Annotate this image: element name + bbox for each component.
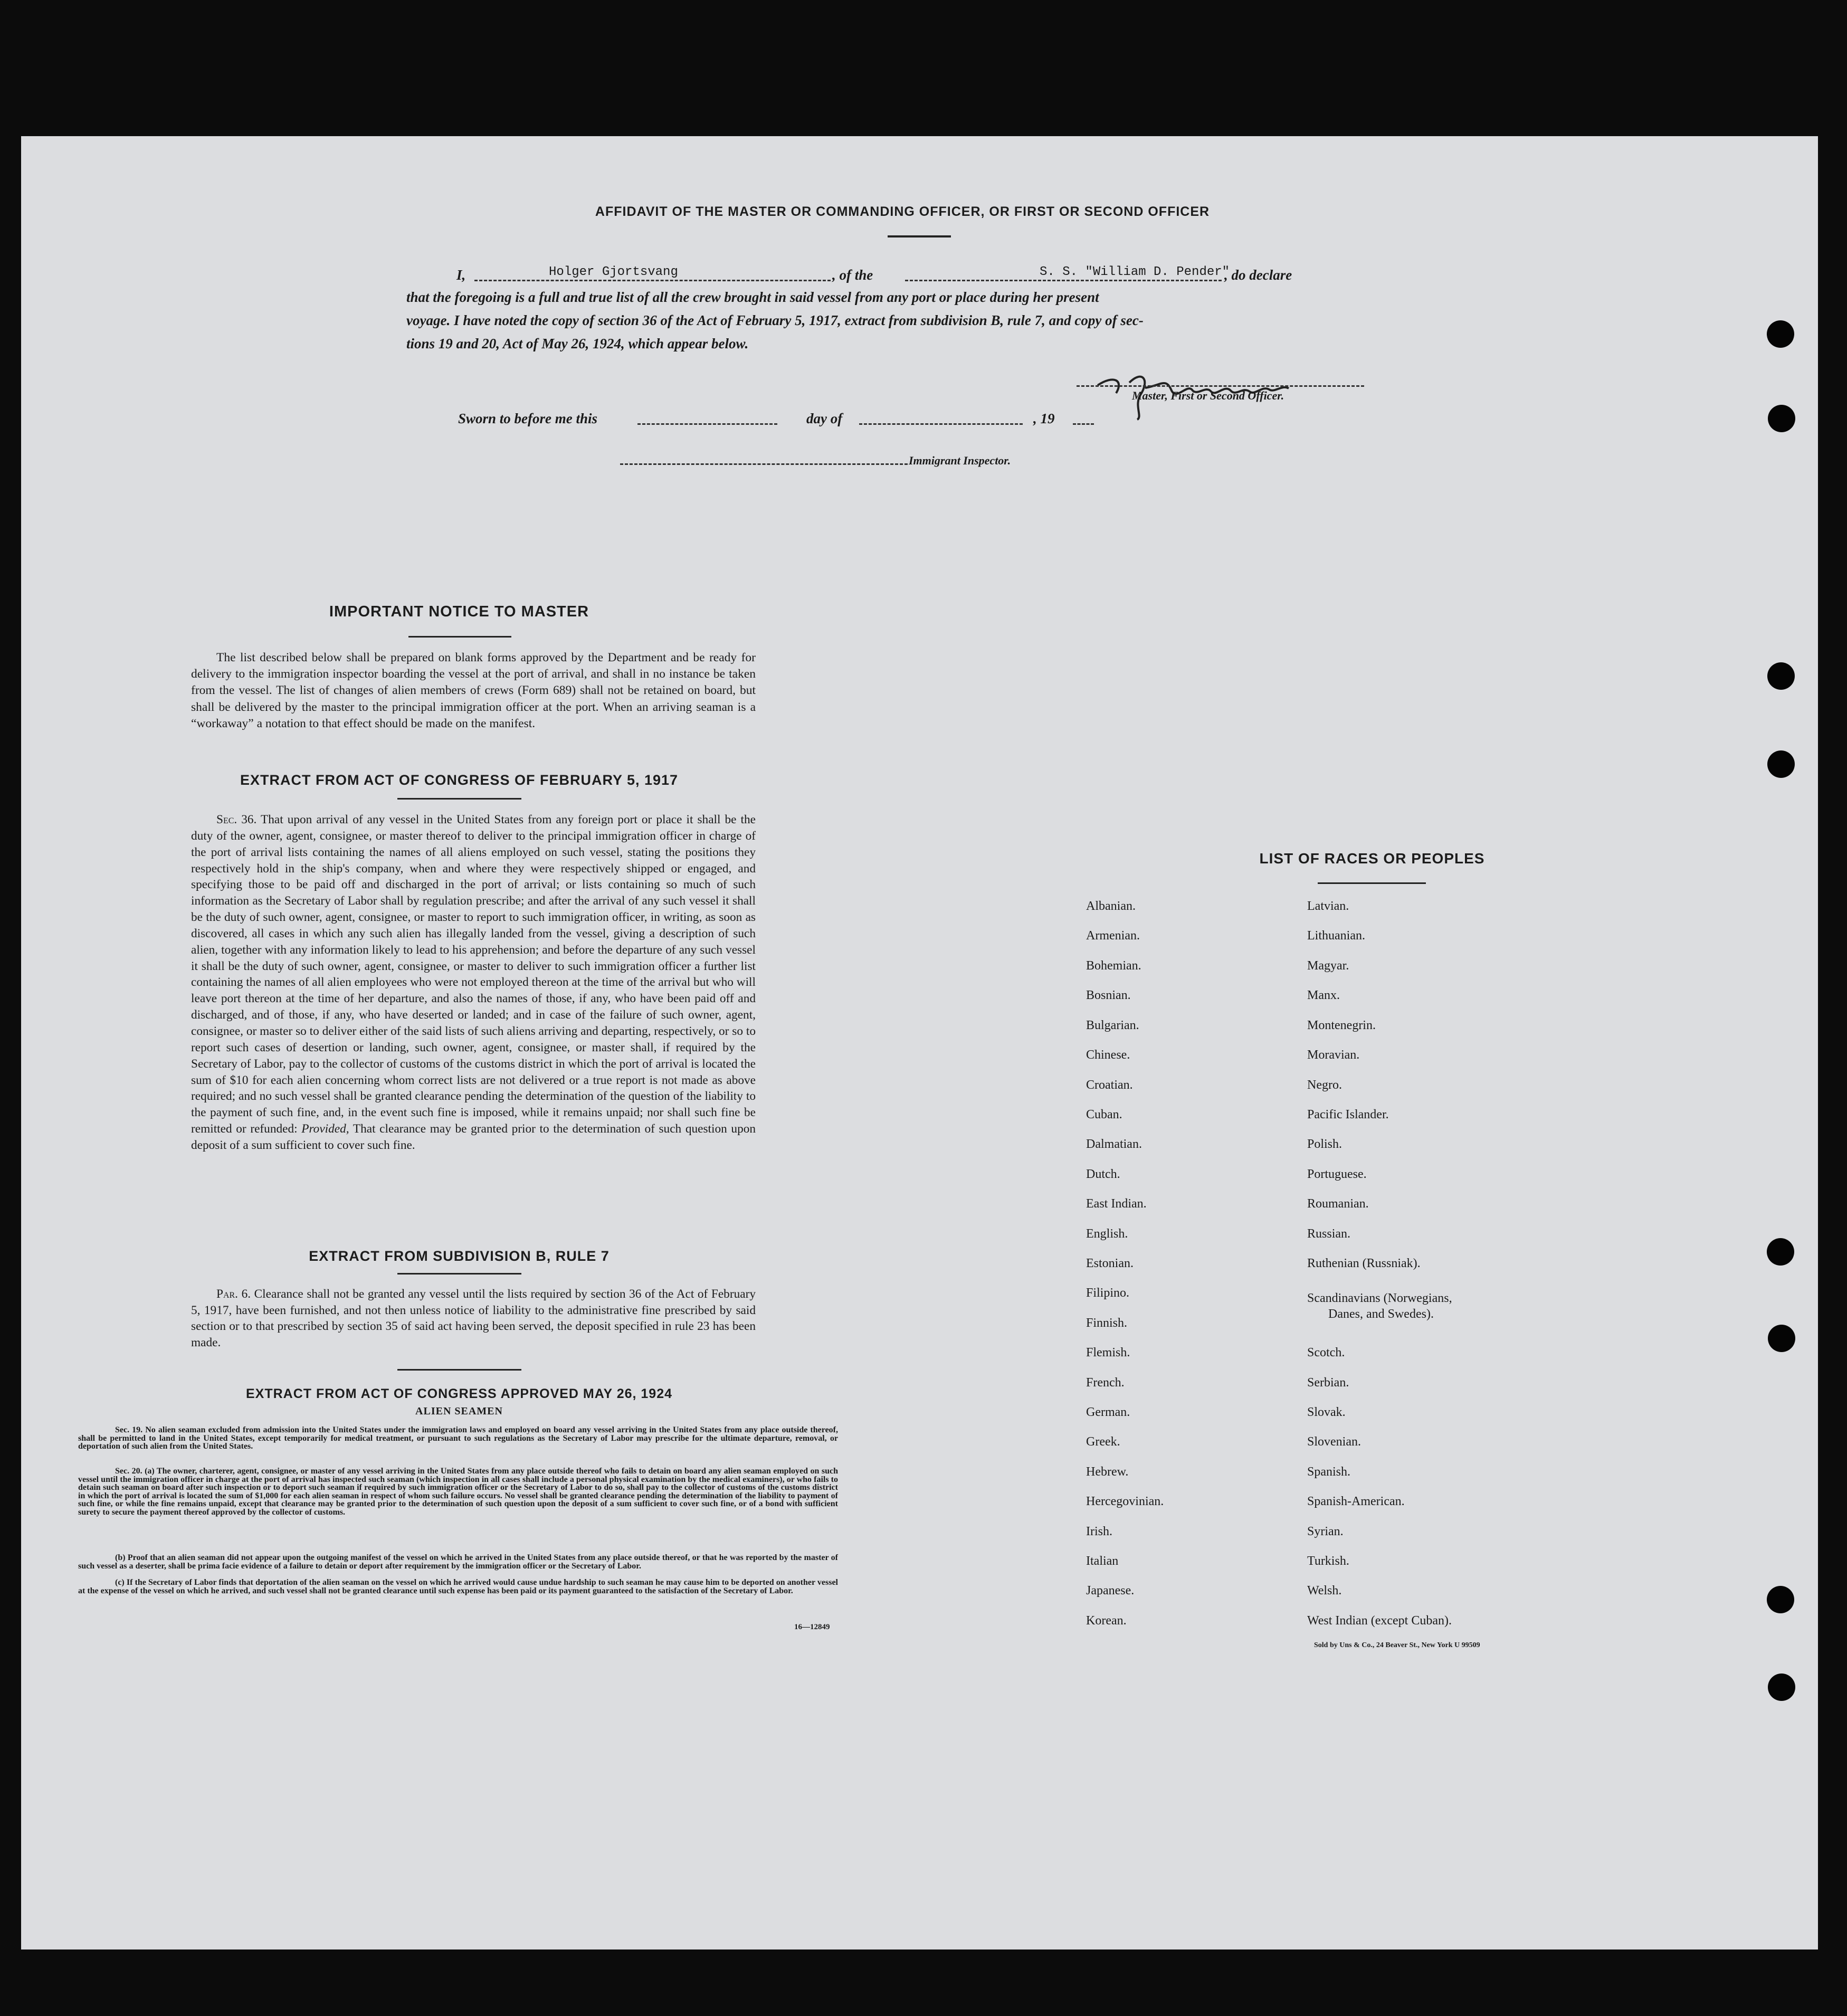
races-column-1 (1086, 898, 1297, 1637)
race-item: Bohemian. (1086, 959, 1141, 973)
signature-caption: Master, First or Second Officer. (1132, 389, 1284, 402)
master-name-line (474, 280, 831, 281)
race-item: Bulgarian. (1086, 1019, 1139, 1032)
race-item: Manx. (1307, 988, 1340, 1002)
affidavit-line2: that the foregoing is a full and true list of all the crew brought in said vessel from any port or place during her present (406, 289, 1099, 305)
punch-hole (1768, 1673, 1795, 1701)
divider (408, 636, 511, 638)
affidavit-line3: voyage. I have noted the copy of section 36 of the Act of February 5, 1917, extract from subdivision B, rule 7, and copy of sec- (406, 312, 1144, 328)
race-item: Ruthenian (Russniak). (1307, 1257, 1421, 1270)
notice-text: The list described below shall be prepared on blank forms approved by the Department and be ready for delivery to the immigration inspector boarding the vessel at the port of arrival, and shall in no instance be taken from the vessel. The list of changes of alien members of crews (Form 689) shall not be retained on board, but shall be delivered by the master to the principal immigration officer at the port. When an arriving seaman is a “workaway” a notation to that effect should be made on the manifest. (191, 651, 756, 730)
race-item: Italian (1086, 1554, 1119, 1568)
race-item: Korean. (1086, 1614, 1127, 1628)
section-36-text: That upon arrival of any vessel in the United States from any foreign port or place it shall be the duty of the owner, agent, consignee, or master thereof to deliver to the principal immigration officer in charge of the port of arrival lists containing the names of all aliens employed on such vessel, stating the positions they respectively hold in the ship's company, when and where they were respectively shipped or engaged, and specifying those to be paid off and discharged in the port of arrival; or lists containing so much of such information as the Secretary of Labor shall by regulation prescribe; and after the arrival of any such vessel it shall be the duty of such owner, agent, consignee, or master to report to such immigration officer, in writing, as soon as discovered, all cases in which any such alien has illegally landed from the vessel, giving a description of such alien, together with any information likely to lead to his apprehension; and before the departure of any such vessel it shall be the duty of such owner, agent, consignee, or master to deliver to such immigration officer a further list containing the names of all alien employees who were not employed thereon at the time of the arrival but who will leave port thereon at the time of her departure, and also the names of those, if any, who have been paid off and discharged, and of those, if any, who have deserted or landed; and in case of the failure of such owner, agent, consignee, or master so to deliver either of the said lists of such aliens arriving and departing, respectively, or so to report such cases of desertion or landing, such owner, agent, consignee, or master shall, if required by the Secretary of Labor, pay to the collector of customs of the customs district in which the port of arrival is located the sum of $10 for each alien concerning whom correct lists are not delivered or a true report is not made as above required; and no such vessel shall be granted clearance pending the determination of the question of the liability to the payment of such fine, and, in the event such fine is imposed, while it remains unpaid; nor shall such fine be remitted or refunded: (191, 813, 756, 1136)
sec20b-text: (b) Proof that an alien seaman did not appear upon the outgoing manifest of the vessel on which he arrived in the United States from any place outside thereof, or that he was reported by the master of such vessel as a deserter, shall be prima facie evidence of a failure to detain or deport after requirement by the immigration officer or the Secretary of Labor. (78, 1553, 838, 1571)
divider (397, 1369, 521, 1371)
race-item: Dutch. (1086, 1167, 1120, 1181)
race-item: Moravian. (1307, 1048, 1360, 1062)
race-item: Polish. (1307, 1137, 1343, 1151)
race-item: East Indian. (1086, 1197, 1147, 1211)
race-item: Montenegrin. (1307, 1019, 1376, 1032)
printer-imprint: Sold by Uns & Co., 24 Beaver St., New York U 99509 (1314, 1641, 1480, 1649)
sworn-day-line (637, 423, 777, 425)
par-label: Par. 6. (216, 1287, 251, 1301)
races-column-2 (1307, 898, 1560, 1637)
vessel-name: S. S. "William D. Pender" (1040, 265, 1230, 279)
form-number: 16—12849 (794, 1623, 830, 1631)
affidavit-heading: AFFIDAVIT OF THE MASTER OR COMMANDING OFFICER, OR FIRST OR SECOND OFFICER (595, 204, 1210, 219)
race-item: German. (1086, 1405, 1130, 1419)
punch-hole (1768, 1325, 1795, 1352)
punch-hole (1767, 662, 1795, 690)
notice-heading: IMPORTANT NOTICE TO MASTER (329, 603, 589, 620)
race-item: Hebrew. (1086, 1465, 1129, 1479)
race-item: Slovak. (1307, 1405, 1346, 1419)
year-label: , 19 (1033, 411, 1055, 426)
sec20a-text: Sec. 20. (a) The owner, charterer, agent, consignee, or master of any vessel arriving in the United States from any place outside thereof who fails to detain on board any alien seaman employed on such vessel until the immigration officer in charge at the port of arrival has inspected such seaman (which inspection in all cases shall include a personal physical examination by the medical examiners), or who fails to detain such seaman on board after such inspection or to deport such seaman if required by such immigration officer or the Secretary of Labor to do so, shall pay to the collector of customs of the customs district in which the port of arrival is located the sum of $1,000 for each alien seaman in respect of whom such failure occurs. No vessel shall be granted clearance pending the determination of the liability to payment of such fine, or while the fine remains unpaid, except that clearance may be granted prior to the determination of such question upon the deposit of a sum sufficient to cover such fine, or of a bond with sufficient surety to secure the payment thereof approved by the collector of customs. (78, 1467, 838, 1517)
rule7-heading: EXTRACT FROM SUBDIVISION B, RULE 7 (309, 1248, 610, 1264)
extract-1917-text (191, 812, 756, 1154)
race-item: West Indian (except Cuban). (1307, 1614, 1452, 1628)
vessel-line (905, 280, 1222, 281)
race-item: Croatian. (1086, 1078, 1133, 1092)
year-line (1073, 423, 1094, 425)
race-item: Cuban. (1086, 1108, 1122, 1121)
race-item: Portuguese. (1307, 1167, 1367, 1181)
races-heading: LIST OF RACES OR PEOPLES (1259, 850, 1485, 867)
do-declare-label: , do declare (1224, 267, 1292, 283)
race-item: Latvian. (1307, 899, 1349, 913)
proviso-label: Provided, (301, 1122, 349, 1136)
extract-1924-heading: EXTRACT FROM ACT OF CONGRESS APPROVED MAY 26, 1924 (245, 1386, 673, 1401)
extract-1917-heading: EXTRACT FROM ACT OF CONGRESS OF FEBRUARY 5, 1917 (240, 772, 679, 788)
race-item: Bosnian. (1086, 988, 1131, 1002)
rule7-text (191, 1286, 756, 1351)
master-name: Holger Gjortsvang (549, 265, 678, 279)
race-item: Roumanian. (1307, 1197, 1369, 1211)
race-item: Danes, and Swedes). (1328, 1307, 1434, 1321)
race-item: Flemish. (1086, 1346, 1130, 1359)
sec20c-text: (c) If the Secretary of Labor finds that deportation of the alien seaman on the vessel on which he arrived would cause undue hardship to such seaman he may cause him to be deported on another vessel at the expense of the vessel on which he arrived, and such vessel shall not be granted clearance until such expense has been paid or its payment guaranteed to the satisfaction of the Secretary of Labor. (78, 1578, 838, 1595)
race-item: Estonian. (1086, 1257, 1134, 1270)
proviso-text: That clearance may be granted prior to the determination of such question upon deposit of a sum sufficient to cover such fine. (191, 1122, 756, 1152)
race-item: Spanish-American. (1307, 1495, 1405, 1508)
race-item: Welsh. (1307, 1584, 1342, 1597)
race-item: Lithuanian. (1307, 929, 1365, 943)
race-item: Negro. (1307, 1078, 1342, 1092)
affidavit-line1 (456, 267, 1396, 286)
punch-hole (1768, 405, 1795, 432)
punch-hole (1767, 1586, 1794, 1613)
affidavit-line4: tions 19 and 20, Act of May 26, 1924, which appear below. (406, 336, 749, 351)
sworn-label: Sworn to before me this (458, 411, 598, 426)
race-item: Russian. (1307, 1227, 1351, 1241)
signature-line (1077, 385, 1364, 387)
race-item: Pacific Islander. (1307, 1108, 1389, 1121)
race-item: Dalmatian. (1086, 1137, 1142, 1151)
punch-hole (1767, 1238, 1794, 1266)
race-item: Turkish. (1307, 1554, 1349, 1568)
sec19-text: Sec. 19. No alien seaman excluded from admission into the United States under the immigration laws and employed on board any vessel arriving in the United States from any place outside thereof, shall be permitted to land in the United States, except temporarily for medical treatment, or pursuant to such regulations as the Secretary of Labor may prescribe for the ultimate departure, removal, or deportation of such alien from the United States. (78, 1425, 838, 1451)
race-item: Irish. (1086, 1525, 1112, 1538)
race-item: Hercegovinian. (1086, 1495, 1164, 1508)
race-item: Albanian. (1086, 899, 1136, 913)
section-label: Sec. 36. (216, 813, 257, 826)
race-item: Greek. (1086, 1435, 1120, 1449)
race-item: Armenian. (1086, 929, 1140, 943)
race-item: Serbian. (1307, 1376, 1349, 1390)
race-item: Slovenian. (1307, 1435, 1361, 1449)
race-item: Finnish. (1086, 1316, 1128, 1330)
divider (397, 798, 521, 800)
sworn-line (458, 411, 1144, 430)
race-item: Spanish. (1307, 1465, 1351, 1479)
race-item: Scandinavians (Norwegians, (1307, 1291, 1452, 1305)
inspector-caption: Immigrant Inspector. (909, 454, 1011, 467)
race-item: Magyar. (1307, 959, 1349, 973)
race-item: Japanese. (1086, 1584, 1135, 1597)
punch-hole (1767, 750, 1795, 778)
day-of-label: day of (806, 411, 843, 426)
race-item: English. (1086, 1227, 1128, 1241)
race-item: French. (1086, 1376, 1125, 1390)
race-item: Scotch. (1307, 1346, 1345, 1359)
race-item: Filipino. (1086, 1286, 1130, 1300)
race-item: Syrian. (1307, 1525, 1344, 1538)
punch-hole (1767, 320, 1794, 348)
race-item: Chinese. (1086, 1048, 1130, 1062)
of-the-label: , of the (832, 267, 873, 283)
divider (397, 1273, 521, 1275)
par-6-text: Clearance shall not be granted any vessel until the lists required by section 36 of the Act of February 5, 1917, have been furnished, and not then unless notice of liability to the administrative fine prescribed by said section or to that prescribed by section 35 of said act having been served, the deposit specified in rule 23 has been made. (191, 1287, 756, 1349)
alien-seamen-subheading: ALIEN SEAMEN (415, 1405, 503, 1417)
sworn-month-line (859, 423, 1023, 425)
inspector-line (620, 463, 908, 465)
divider (888, 235, 951, 237)
i-label: I, (456, 267, 466, 283)
divider (1318, 882, 1426, 884)
